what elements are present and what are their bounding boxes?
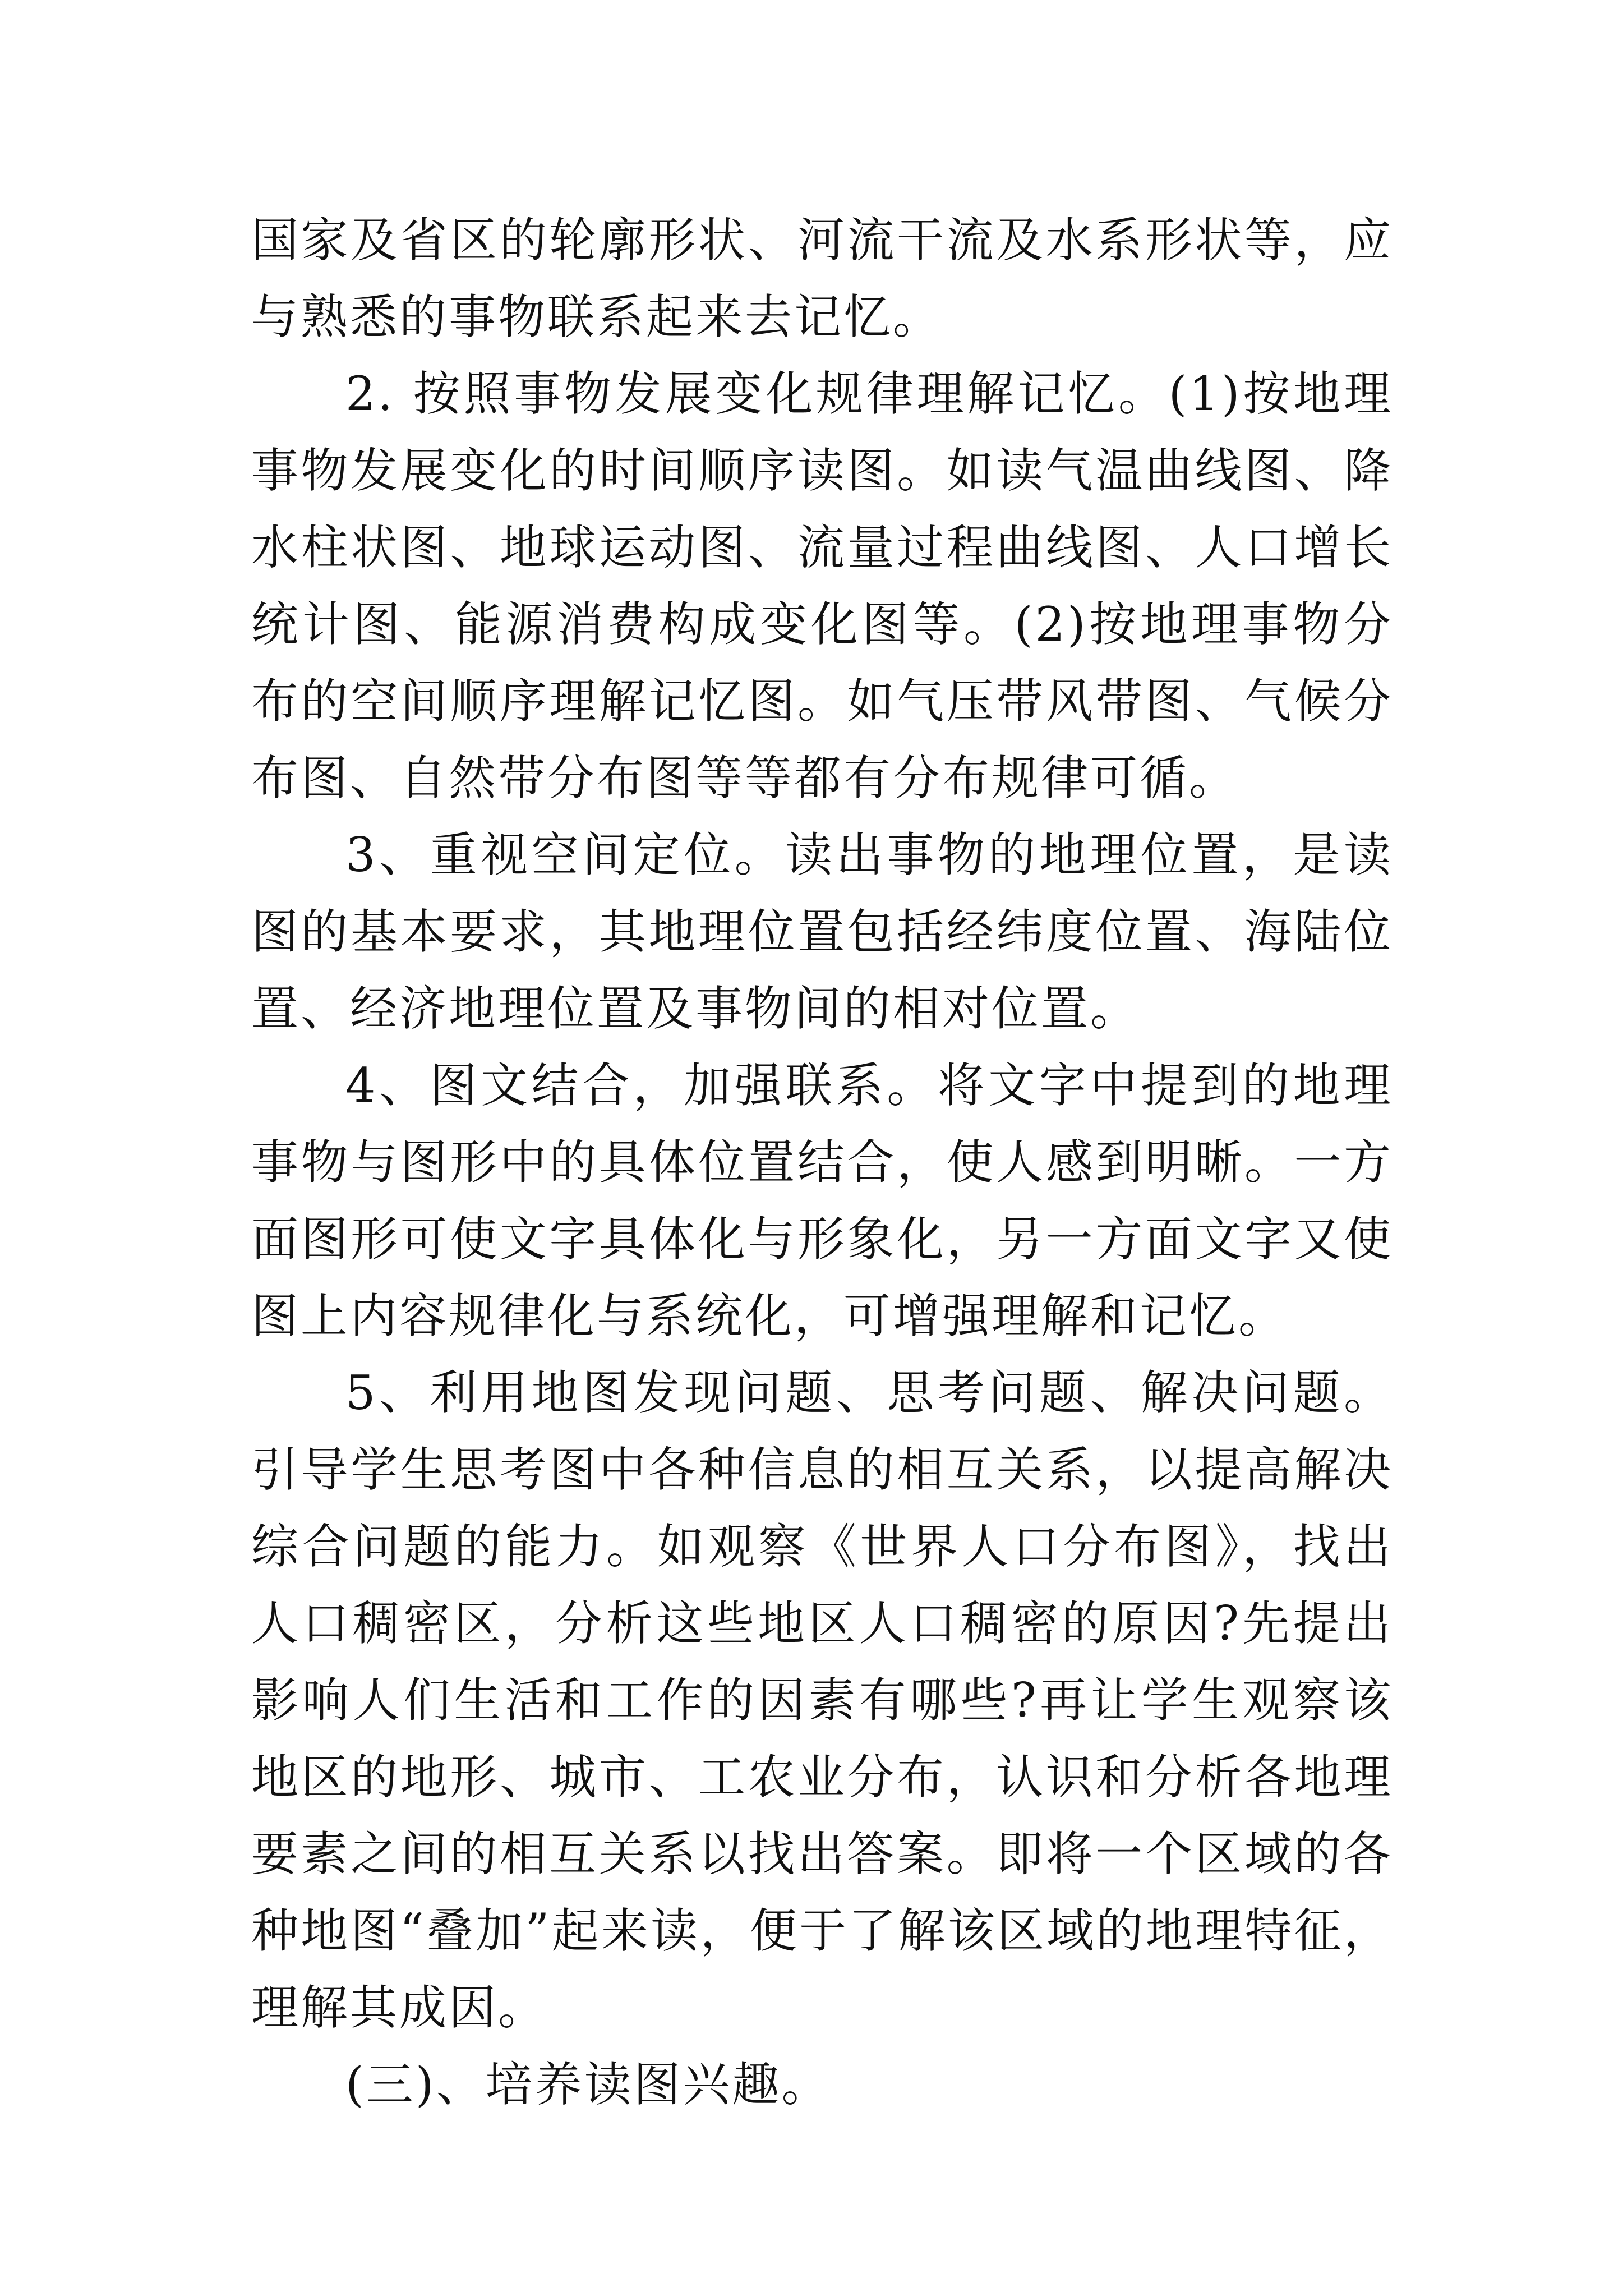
paragraph-item-4: 4、图文结合，加强联系。将文字中提到的地理事物与图形中的具体位置结合，使人感到明晰。一方面图形可使文字具体化与形象化，另一方面文字又使图上内容规律化与系统化，可增强理解和记忆。	[251, 1058, 1393, 1343]
paragraph-item-5: 5、利用地图发现问题、思考问题、解决问题。引导学生思考图中各种信息的相互关系，以提高解决综合问题的能力。如观察《世界人口分布图》，找出人口稠密区，分析这些地区人口稠密的原因?先提出影响人们生活和工作的因素有哪些?再让学生观察该地区的地形、城市、工农业分布，认识和分析各地理要素之间的相互关系以找出答案。即将一个区域的各种地图“叠加”起来读，便于了解该区域的地理特征，理解其成因。	[251, 1365, 1393, 2035]
section-heading-3: (三)、培养读图兴趣。	[345, 2057, 831, 2112]
document-page	[251, 202, 1393, 2123]
paragraph-continuation: 国家及省区的轮廓形状、河流干流及水系形状等，应与熟悉的事物联系起来去记忆。	[251, 213, 1393, 344]
paragraph-item-2: 2. 按照事物发展变化规律理解记忆。(1)按地理事物发展变化的时间顺序读图。如读气温曲线图、降水柱状图、地球运动图、流量过程曲线图、人口增长统计图、能源消费构成变化图等。(2)按地理事物分布的空间顺序理解记忆图。如气压带风带图、气候分布图、自然带分布图等等都有分布规律可循。	[251, 366, 1393, 806]
paragraph-item-3: 3、重视空间定位。读出事物的地理位置，是读图的基本要求，其地理位置包括经纬度位置、海陆位置、经济地理位置及事物间的相对位置。	[251, 827, 1393, 1036]
